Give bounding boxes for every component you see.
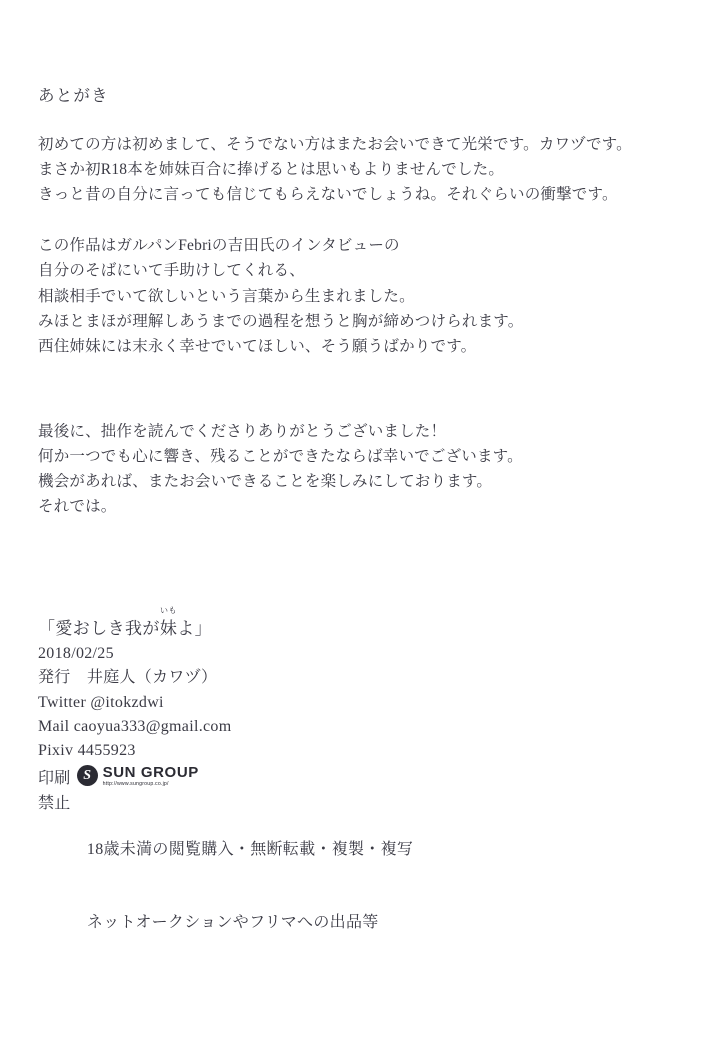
prohibition-body xyxy=(87,790,413,985)
work-title-ruby: いも xyxy=(160,606,178,616)
afterword-line: きっと昔の自分に言っても信じてもらえないでしょうね。それぐらいの衝撃です。 xyxy=(38,186,618,204)
printer-row xyxy=(38,765,678,788)
sun-logo-url: http://www.sungroup.co.jp/ xyxy=(102,780,169,787)
afterword-line: この作品はガルパンFebriの吉田氏のインタビューの xyxy=(38,237,400,255)
prohibition-notice xyxy=(38,790,678,985)
afterword-section xyxy=(38,82,678,519)
work-title-ruby-group xyxy=(159,606,178,642)
sun-logo-mark-icon: S xyxy=(77,765,98,786)
prohibition-label: 禁止 xyxy=(38,794,87,812)
afterword-line: 相談相手でいて欲しいという言葉から生まれました。 xyxy=(38,287,415,305)
pixiv-id: Pixiv 4455923 xyxy=(38,742,136,760)
work-title-suffix: よ」 xyxy=(177,619,213,639)
twitter-handle: Twitter @itokzdwi xyxy=(38,693,164,711)
afterword-line: みほとまほが理解しあうまでの過程を想うと胸が締めつけられます。 xyxy=(38,312,524,330)
afterword-paragraph-2 xyxy=(38,233,678,359)
afterword-line: 自分のそばにいて手助けしてくれる、 xyxy=(38,262,305,280)
afterword-paragraph-1 xyxy=(38,132,678,207)
prohibition-line: 18歳未満の閲覧購入・無断転載・複製・複写 xyxy=(86,841,414,859)
sun-group-logo xyxy=(77,765,199,787)
sun-logo-text xyxy=(103,765,199,787)
afterword-line: まさか初R18本を姉妹百合に捧げるとは思いもよりませんでした。 xyxy=(38,161,505,179)
printer-label: 印刷 xyxy=(38,769,71,787)
sun-logo-name: SUN GROUP xyxy=(102,764,199,782)
afterword-line: 機会があれば、またお会いできることを楽しみにしております。 xyxy=(38,473,493,491)
publication-date: 2018/02/25 xyxy=(38,644,114,662)
publisher-line: 発行 井庭人（カワヅ） xyxy=(38,669,218,687)
prohibition-line: ネットオークションやフリマへの出品等 xyxy=(86,914,379,932)
mail-address: Mail caoyua333@gmail.com xyxy=(38,717,232,735)
afterword-spacer xyxy=(38,385,678,419)
colophon-section xyxy=(38,606,678,984)
afterword-line: 何か一つでも心に響き、残ることができたならば幸いでございます。 xyxy=(38,447,523,465)
afterword-paragraph-3 xyxy=(38,419,678,519)
work-title-prefix: 「愛おしき我が xyxy=(38,619,160,639)
afterword-heading: あとがき xyxy=(38,86,109,105)
afterword-line: 西住姉妹には末永く幸せでいてほしい、そう願うばかりです。 xyxy=(38,337,477,355)
afterword-line: 最後に、拙作を読んでくださりありがとうございました！ xyxy=(38,422,447,440)
work-title xyxy=(38,606,213,642)
afterword-line: 初めての方は初めまして、そうでない方はまたお会いできて光栄です。カワヅです。 xyxy=(38,136,632,153)
work-title-ruby-base: 妹 xyxy=(159,619,178,639)
afterword-line: それでは。 xyxy=(38,498,117,516)
